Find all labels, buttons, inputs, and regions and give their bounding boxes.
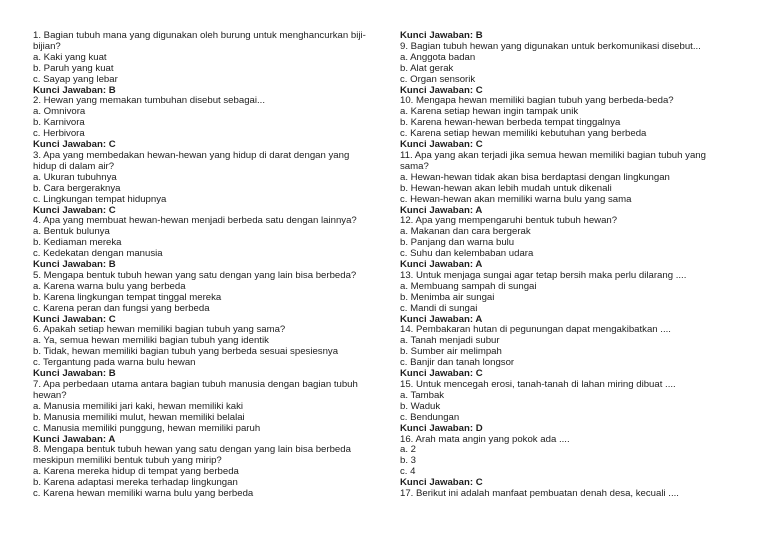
question-text-line: 6. Apakah setiap hewan memiliki bagian tubuh yang sama? xyxy=(33,324,286,336)
answer-key-line: Kunci Jawaban: C xyxy=(33,313,116,325)
question-text-line: 4. Apa yang membuat hewan-hewan menjadi berbeda satu dengan lainnya? xyxy=(33,215,357,227)
question-text-line: c. Mandi di sungai xyxy=(400,302,478,314)
question-text-line: 7. Apa perbedaan utama antara bagian tubuh manusia dengan bagian tubuh xyxy=(33,379,358,390)
question-text-line: 2. Hewan yang memakan tumbuhan disebut sebagai... xyxy=(33,95,265,107)
question-text-line: b. Sumber air melimpah xyxy=(400,346,502,358)
answer-key-line: Kunci Jawaban: C xyxy=(400,139,483,151)
question-text-line: 1. Bagian tubuh mana yang digunakan oleh burung untuk menghancurkan biji- xyxy=(33,30,366,41)
question-text-line: 15. Untuk mencegah erosi, tanah-tanah di lahan miring dibuat .... xyxy=(400,379,676,390)
question-text-line: c. Karena hewan memiliki warna bulu yang berbeda xyxy=(33,488,254,500)
question-text-line: a. Karena setiap hewan ingin tampak unik xyxy=(400,106,579,118)
question-text-line: c. Karena peran dan fungsi yang berbeda xyxy=(33,302,210,314)
question-text-line: c. Hewan-hewan akan memiliki warna bulu yang sama xyxy=(400,193,632,205)
answer-key-line: Kunci Jawaban: C xyxy=(33,204,116,216)
question-text-line: b. Waduk xyxy=(400,400,441,412)
question-text-line: b. Karena hewan-hewan berbeda tempat tinggalnya xyxy=(400,117,621,129)
question-text-line: b. Cara bergeraknya xyxy=(33,182,121,194)
question-text-line: c. Tergantung pada warna bulu hewan xyxy=(33,357,196,369)
question-text-line: a. Ya, semua hewan memiliki bagian tubuh yang identik xyxy=(33,335,269,347)
answer-key-line: Kunci Jawaban: C xyxy=(400,477,483,489)
left-column xyxy=(33,31,381,500)
answer-key-line: Kunci Jawaban: A xyxy=(400,204,483,216)
question-text-line: a. Membuang sampah di sungai xyxy=(400,280,537,292)
question-text-line: 8. Mengapa bentuk tubuh hewan yang satu dengan yang lain bisa berbeda xyxy=(33,444,351,456)
question-text-line: b. Karnivora xyxy=(33,117,85,129)
question-text-line: b. 3 xyxy=(400,455,417,467)
question-text-line: b. Kediaman mereka xyxy=(33,237,122,249)
question-text-line: b. Manusia memiliki mulut, hewan memiliki belalai xyxy=(33,411,245,423)
question-text-line: a. Bentuk bulunya xyxy=(33,226,110,238)
question-text-line: b. Hewan-hewan akan lebih mudah untuk dikenali xyxy=(400,182,612,194)
question-text-line: sama? xyxy=(400,160,429,172)
question-text-line: hidup di dalam air? xyxy=(33,160,115,172)
question-text-line: 3. Apa yang membedakan hewan-hewan yang hidup di darat dengan yang xyxy=(33,149,350,161)
question-text-line: b. Karena lingkungan tempat tinggal mereka xyxy=(33,291,222,303)
question-text-line: a. Karena mereka hidup di tempat yang berbeda xyxy=(33,466,239,478)
question-text-line: c. Suhu dan kelembaban udara xyxy=(400,248,534,260)
answer-key-line: Kunci Jawaban: B xyxy=(33,368,116,380)
answer-key-line: Kunci Jawaban: D xyxy=(400,422,483,434)
question-text-line: a. Omnivora xyxy=(33,106,86,118)
question-text-line: 11. Apa yang akan terjadi jika semua hewan memiliki bagian tubuh yang xyxy=(400,149,706,161)
question-text-line: b. Tidak, hewan memiliki bagian tubuh yang berbeda sesuai spesiesnya xyxy=(33,346,339,358)
question-text-line: b. Menimba air sungai xyxy=(400,291,495,303)
question-text-line: a. Karena warna bulu yang berbeda xyxy=(33,280,186,292)
question-text-line: c. 4 xyxy=(400,466,416,478)
question-text-line: a. Tambak xyxy=(400,389,445,401)
question-text-line: a. 2 xyxy=(400,444,417,456)
question-text-line: a. Kaki yang kuat xyxy=(33,51,107,63)
question-text-line: c. Herbivora xyxy=(33,128,85,140)
question-text-line: c. Banjir dan tanah longsor xyxy=(400,357,515,369)
question-text-line: a. Makanan dan cara bergerak xyxy=(400,226,531,238)
answer-key-line: Kunci Jawaban: C xyxy=(400,368,483,380)
question-text-line: 5. Mengapa bentuk tubuh hewan yang satu dengan yang lain bisa berbeda? xyxy=(33,269,357,281)
answer-key-line: Kunci Jawaban: C xyxy=(33,139,116,151)
question-text-line: a. Manusia memiliki jari kaki, hewan memiliki kaki xyxy=(33,400,244,412)
question-text-line: c. Kedekatan dengan manusia xyxy=(33,248,163,260)
question-text-line: 9. Bagian tubuh hewan yang digunakan untuk berkomunikasi disebut... xyxy=(400,40,701,52)
question-text-line: c. Bendungan xyxy=(400,411,460,423)
question-text-line: bijian? xyxy=(33,40,61,52)
answer-key-line: Kunci Jawaban: A xyxy=(400,313,483,325)
answer-key-line: Kunci Jawaban: B xyxy=(33,84,116,96)
question-text-line: 14. Pembakaran hutan di pegunungan dapat mengakibatkan .... xyxy=(400,324,671,336)
question-text-line: a. Tanah menjadi subur xyxy=(400,335,500,347)
answer-key-line: Kunci Jawaban: B xyxy=(33,259,116,271)
answer-key-line: Kunci Jawaban: C xyxy=(400,84,483,96)
question-text-line: 16. Arah mata angin yang pokok ada .... xyxy=(400,433,570,445)
question-text-line: hewan? xyxy=(33,389,67,401)
answer-key-line: Kunci Jawaban: B xyxy=(400,30,483,41)
question-text-line: b. Paruh yang kuat xyxy=(33,62,114,74)
question-text-line: 13. Untuk menjaga sungai agar tetap bersih maka perlu dilarang .... xyxy=(400,269,687,281)
question-text-line: 12. Apa yang mempengaruhi bentuk tubuh hewan? xyxy=(400,215,618,227)
question-text-line: 10. Mengapa hewan memiliki bagian tubuh yang berbeda-beda? xyxy=(400,95,674,107)
question-text-line: a. Ukuran tubuhnya xyxy=(33,171,117,183)
question-text-line: 17. Berikut ini adalah manfaat pembuatan denah desa, kecuali .... xyxy=(400,488,679,500)
question-text-line: c. Karena setiap hewan memiliki kebutuhan yang berbeda xyxy=(400,128,647,140)
question-text-line: meskipun memiliki bentuk tubuh yang mirip? xyxy=(33,455,222,467)
question-text-line: c. Organ sensorik xyxy=(400,73,476,85)
question-text-line: b. Panjang dan warna bulu xyxy=(400,237,515,249)
question-text-line: c. Manusia memiliki punggung, hewan memiliki paruh xyxy=(33,422,261,434)
answer-key-line: Kunci Jawaban: A xyxy=(33,433,116,445)
right-column xyxy=(400,31,748,500)
question-text-line: c. Sayap yang lebar xyxy=(33,73,118,85)
question-text-line: b. Alat gerak xyxy=(400,62,454,74)
question-text-line: a. Anggota badan xyxy=(400,51,476,63)
question-text-line: a. Hewan-hewan tidak akan bisa berdaptasi dengan lingkungan xyxy=(400,171,670,183)
answer-key-line: Kunci Jawaban: A xyxy=(400,259,483,271)
question-text-line: b. Karena adaptasi mereka terhadap lingkungan xyxy=(33,477,238,489)
question-text-line: c. Lingkungan tempat hidupnya xyxy=(33,193,167,205)
